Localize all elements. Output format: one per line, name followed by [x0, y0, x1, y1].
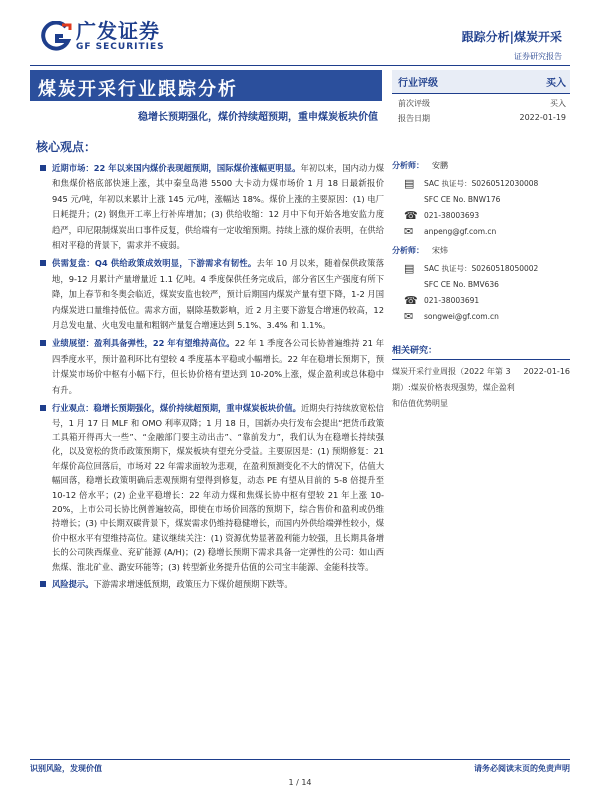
bullet-body: 去年 10 月以来，随着保供政策落地，9-12 月累计产量增量近 1.1 亿吨。4 季度保供任务完成后，部分省区生产强度有所下降，加上春节和冬奥会临近，煤炭安监也较严，预计后期国内煤炭产量有望下降，1-2 月国内煤炭进口量维持低位。需求方面，剔除基数影响，近 2 月主要下游复合增速仍较高，12 月总发电量、火电发电量和粗钢产量复合增速达到 5.1%、3.4% 和 1.1%。 [52, 258, 384, 331]
phone-icon: ☎ [404, 208, 418, 222]
analyst-header [392, 245, 570, 256]
analyst-panel [392, 160, 570, 324]
email-address[interactable]: songwei@gf.com.cn [424, 311, 499, 321]
analyst-email[interactable] [392, 308, 570, 324]
rating-value: 买入 [546, 78, 566, 89]
analyst-label: 分析师： [392, 246, 424, 255]
sfc-number: SFC CE No. BMV636 [424, 279, 499, 289]
footer-slogan: 识别风险，发现价值 [30, 764, 102, 773]
gf-logo [38, 20, 165, 52]
bullet-industry-view [36, 401, 384, 574]
bullet-marker [40, 581, 46, 587]
bullet-marker [40, 165, 46, 171]
related-item[interactable] [392, 364, 570, 412]
sac-number: SAC 执证号：S0260512030008 [424, 178, 539, 188]
phone-number: 021-38003693 [424, 210, 480, 220]
title-bar [30, 70, 382, 101]
related-date: 2022-01-16 [523, 367, 570, 376]
logo-cn-text: 广发证券 [76, 19, 160, 43]
rating-box [392, 70, 570, 124]
bullet-body: 近期央行持续放宽松信号，1 月 17 日 MLF 和 OMO 利率双降；1 月 18 日，国新办央行发布会提出“把货币政策工具箱开得再大一些”、“金融部门要主动出击”、“靠前发力”，我们认为在稳增长持续强化，以及宽松的货币政策预期下，煤炭板块有望充分受益。主要原因是：(1) 预期修复：21 年煤价高位回落后，市场对 22 年需求面较为悲观，在盈利预测变化不大的情况下，估值大幅回落，稳增长政策明确后悲观预期有望得到修复，动态 PE 有望从目前的 5-8 倍提升至 10-12 倍水平；(2) 企业平稳增长：22 年动力煤和焦煤长协中枢有望较 21 年上涨 10-20%，上市公司长协比例普遍较高，即使在市场价回落的预期下，综合售价和盈利或仍维持增长；(3) 中长期双碳背景下，煤炭需求仍维持稳健增长，而国内外供给端弹性较小，煤价中枢水平有望维持高位。建议继续关注：(1) 资源优势显著盈利能力较强，且长期具备增长的公司陕西煤业、兖矿能源 (A/H)；(2) 稳增长预期下需求具备一定弹性的公司：如山西焦煤、淮北矿业、潞安环能等；(3) 转型新业务提升估值的公司宝丰能源、金能科技等。 [52, 403, 384, 572]
analyst-sfc [392, 191, 570, 207]
email-icon: ✉ [404, 224, 414, 238]
bullet-earnings-outlook [36, 336, 384, 398]
rating-label: 行业评级 [398, 78, 438, 89]
email-address[interactable]: anpeng@gf.com.cn [424, 226, 497, 236]
page-number: 1 / 14 [288, 778, 312, 787]
bullet-supply-demand [36, 256, 384, 333]
footer-divider [30, 759, 570, 760]
email-icon: ✉ [404, 309, 414, 323]
rating-header [392, 70, 570, 94]
analyst-phone [392, 207, 570, 223]
prev-rating-row [392, 94, 570, 109]
phone-number: 021-38003691 [424, 295, 480, 305]
bullet-lead: 行业观点：稳增长预期强化，煤价持续超预期，重申煤炭板块价值。 [52, 403, 301, 414]
related-research-label: 相关研究： [392, 343, 570, 360]
core-views-title: 核心观点： [36, 140, 97, 154]
bullet-lead: 风险提示。 [52, 578, 94, 589]
report-date-value: 2022-01-19 [519, 113, 566, 122]
bullet-recent-market [36, 161, 384, 253]
analyst-name: 安鹏 [432, 161, 448, 170]
analyst-name: 宋炜 [432, 246, 448, 255]
analyst-sac [392, 260, 570, 276]
report-subtitle: 稳增长预期强化，煤价持续超预期，重申煤炭板块价值 [138, 112, 378, 123]
bullet-body: 年初以来，国内动力煤和焦煤价格底部快速上涨，其中秦皇岛港 5500 大卡动力煤市场价 1 月 18 日最新报价 945 元/吨，年初以来累计上涨 145 元/吨，涨幅达 18%。煤价上涨的主要原因：(1) 电厂日耗提升；(2) 钢焦开工率上行补库增加；(3) 供给收缩：12 月中下旬开始各地安监力度趋严，印尼限制煤炭出口事件反复，供给端有一定收缩预期。持续上涨的煤价表明，在供给相对平稳的背景下，需求并不疲弱。 [52, 163, 384, 251]
phone-icon: ☎ [404, 293, 418, 307]
report-title: 煤炭开采行业跟踪分析 [38, 79, 238, 100]
bullet-lead: 业绩展望：盈利具备弹性，22 年有望维持高位。 [52, 338, 235, 349]
bullet-body: 下游需求增速低预期，政策压力下煤价超预期下跌等。 [93, 578, 293, 589]
related-title[interactable]: 煤炭开采行业周报（2022 年第 3 期）:煤炭价格表现强势，煤企盈利和估值优势明显 [392, 367, 515, 408]
prev-rating-label: 前次评级 [398, 99, 430, 108]
analyst-header [392, 160, 570, 171]
sfc-number: SFC CE No. BNW176 [424, 194, 501, 204]
analyst-label: 分析师： [392, 161, 424, 170]
report-date-label: 报告日期 [398, 114, 430, 123]
bullet-marker [40, 405, 46, 411]
bullet-lead: 近期市场：22 年以来国内煤价表现超预期，国际煤价涨幅更明显。 [52, 163, 301, 173]
core-views [36, 138, 384, 595]
bullet-risk [36, 577, 384, 592]
id-card-icon: ▤ [404, 176, 415, 190]
analyst-sfc [392, 276, 570, 292]
header-divider [30, 65, 570, 66]
bullet-marker [40, 260, 46, 266]
report-category: 跟踪分析|煤炭开采 [461, 30, 562, 44]
bullet-lead: 供需复盘：Q4 供给政策成效明显，下游需求有韧性。 [52, 258, 257, 269]
analyst-email[interactable] [392, 223, 570, 239]
analyst-phone [392, 292, 570, 308]
related-research [392, 343, 570, 412]
report-date-row [392, 109, 570, 124]
footer-disclaimer: 请务必阅读末页的免责声明 [474, 764, 570, 773]
report-type: 证券研究报告 [514, 52, 562, 61]
gf-logo-icon [38, 21, 72, 51]
bullet-marker [40, 340, 46, 346]
id-card-icon: ▤ [404, 261, 415, 275]
bullet-body: 22 年 1 季度各公司长协普遍维持 21 年四季度水平，预计盈利环比有望较 4 季度基本平稳或小幅增长。22 年在稳增长预期下，预计煤炭市场价中枢有小幅下行，但长协价格有望达到 10-20%上涨，煤企盈利或总体稳中有升。 [52, 338, 384, 395]
prev-rating-value: 买入 [550, 99, 566, 108]
logo-en-text: GF SECURITIES [76, 42, 165, 52]
analyst-sac [392, 175, 570, 191]
sac-number: SAC 执证号：S0260518050002 [424, 263, 539, 273]
header-right [462, 28, 562, 62]
